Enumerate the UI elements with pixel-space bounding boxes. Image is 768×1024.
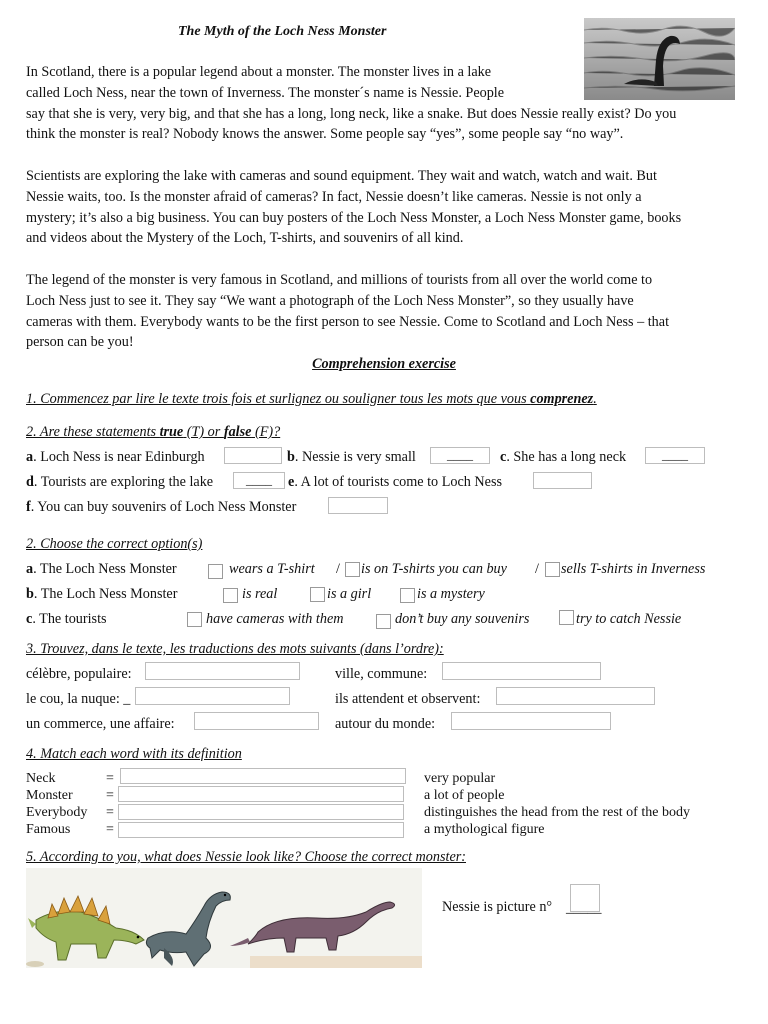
mc-c-option-3: try to catch Nessie bbox=[576, 611, 682, 627]
mc-c-option-1-checkbox[interactable] bbox=[187, 612, 202, 627]
mc-b bbox=[26, 586, 177, 603]
question-5: 5. According to you, what does Nessie look like? Choose the correct monster: bbox=[26, 849, 466, 865]
tf-c-answer[interactable]: ____ bbox=[645, 447, 705, 464]
para2-line: Scientists are exploring the lake with cameras and sound equipment. They wait and watch, watch and wait. But bbox=[26, 168, 657, 184]
tf-e-answer[interactable] bbox=[533, 472, 592, 489]
para2-line: mystery; it’s also a big business. You can buy posters of the Loch Ness Monster, a Loch Ness Monster game, books bbox=[26, 209, 682, 226]
translation-label-4: ils attendent et observent: bbox=[335, 691, 481, 707]
translation-field-1[interactable] bbox=[145, 662, 300, 680]
definition: a mythological figure bbox=[424, 822, 545, 837]
translation-field-6[interactable] bbox=[451, 712, 611, 730]
para2-line: and videos about the Mystery of the Loch, T-shirts, and souvenirs of all kind. bbox=[26, 230, 464, 247]
section-title: Comprehension exercise bbox=[312, 356, 456, 372]
intro-line-4: think the monster is real? Nobody knows the answer. Some people say “yes”, some people say “no way”. bbox=[26, 126, 624, 143]
mc-c-option-2-checkbox[interactable] bbox=[376, 614, 391, 629]
tf-f-text: . You can buy souvenirs of Loch Ness Monster bbox=[30, 499, 297, 515]
mc-c-letter: c bbox=[26, 611, 33, 627]
match-word: Neck bbox=[26, 771, 56, 786]
tf-a-letter: a bbox=[26, 449, 34, 465]
match-field-monster[interactable] bbox=[118, 786, 404, 802]
question-2b: 2. Choose the correct option(s) bbox=[26, 536, 203, 552]
translation-field-2[interactable] bbox=[442, 662, 601, 680]
tf-d-answer[interactable]: ____ bbox=[233, 472, 285, 489]
match-word: Monster bbox=[26, 788, 73, 803]
mc-b-letter: b bbox=[26, 586, 34, 602]
mc-b-option-3: is a mystery bbox=[417, 586, 485, 602]
mc-a bbox=[26, 561, 177, 578]
tf-f-answer[interactable] bbox=[328, 497, 388, 514]
q2-mid: (T) or bbox=[183, 424, 224, 440]
translation-label-2: ville, commune: bbox=[335, 666, 428, 682]
tf-e-letter: e bbox=[288, 474, 295, 490]
q2-true: true bbox=[159, 424, 184, 440]
slash: / bbox=[336, 561, 340, 577]
slash: / bbox=[535, 561, 539, 577]
tf-a-answer[interactable] bbox=[224, 447, 282, 464]
mc-a-letter: a bbox=[26, 561, 34, 577]
question-4: 4. Match each word with its definition bbox=[26, 746, 242, 762]
tf-f-letter: f bbox=[26, 499, 31, 515]
paragraph-3 bbox=[26, 270, 741, 353]
match-definitions bbox=[424, 770, 690, 838]
translation-field-3[interactable] bbox=[135, 687, 290, 705]
intro-line-3: say that she is very, very big, and that she has a long, long neck, like a snake. But does Nessie really exist? Do you bbox=[26, 105, 677, 122]
match-word: Everybody bbox=[26, 805, 88, 820]
mc-c-option-2: don’t buy any souvenirs bbox=[395, 611, 530, 627]
equals-sign: = bbox=[106, 771, 114, 786]
definition: distinguishes the head from the rest of the body bbox=[424, 805, 690, 820]
tf-b-text: . Nessie is very small bbox=[294, 449, 416, 465]
mc-a-option-3-checkbox[interactable] bbox=[545, 562, 560, 577]
intro-paragraph bbox=[26, 62, 741, 145]
translation-label-5: un commerce, une affaire: bbox=[26, 716, 175, 732]
match-words bbox=[26, 770, 87, 838]
match-field-famous[interactable] bbox=[118, 822, 404, 838]
tf-f bbox=[26, 499, 296, 516]
tf-b-letter: b bbox=[287, 449, 295, 465]
question-3: 3. Trouvez, dans le texte, les traductions des mots suivants (dans l’ordre): bbox=[26, 641, 444, 657]
mc-c-option-3-checkbox[interactable] bbox=[559, 610, 574, 625]
tf-d-text: . Tourists are exploring the lake bbox=[33, 474, 214, 490]
tf-c bbox=[500, 449, 626, 466]
mc-a-option-3: sells T-shirts in Inverness bbox=[561, 561, 706, 577]
mc-a-option-2: is on T-shirts you can buy bbox=[361, 561, 507, 577]
mc-c-text: . The tourists bbox=[32, 611, 107, 627]
q2-false: false bbox=[223, 424, 252, 440]
match-equals bbox=[106, 770, 114, 838]
mc-b-option-2-checkbox[interactable] bbox=[310, 587, 325, 602]
definition: a lot of people bbox=[424, 788, 505, 803]
question-1 bbox=[26, 391, 597, 408]
equals-sign: = bbox=[106, 822, 114, 837]
tf-d-letter: d bbox=[26, 474, 34, 490]
para3-line: Loch Ness just to see it. They say “We want a photograph of the Loch Ness Monster”, so they usually have bbox=[26, 292, 634, 309]
mc-c-option-1: have cameras with them bbox=[206, 611, 344, 627]
translation-label-6: autour du monde: bbox=[335, 716, 436, 732]
match-field-everybody[interactable] bbox=[118, 804, 404, 820]
answer-blank: _____ bbox=[566, 900, 602, 916]
document-title: The Myth of the Loch Ness Monster bbox=[178, 24, 387, 39]
tf-a bbox=[26, 449, 205, 466]
q2-pre: 2. Are these statements bbox=[26, 424, 160, 440]
match-word: Famous bbox=[26, 822, 71, 837]
para3-line: cameras with them. Everybody wants to be the first person to see Nessie. Come to Scotland and Loch Ness – that bbox=[26, 313, 670, 330]
mc-b-text: . The Loch Ness Monster bbox=[33, 586, 178, 602]
q1-text: 1. Commencez par lire le texte trois fois et surlignez ou souligner tous les mots que vous bbox=[26, 391, 531, 407]
question-2 bbox=[26, 424, 280, 441]
tf-c-text: . She has a long neck bbox=[506, 449, 627, 465]
equals-sign: = bbox=[106, 788, 114, 803]
mc-b-option-2: is a girl bbox=[327, 586, 372, 602]
translation-field-5[interactable] bbox=[194, 712, 319, 730]
para3-line: The legend of the monster is very famous in Scotland, and millions of tourists from all over the world come to bbox=[26, 272, 653, 288]
paragraph-2 bbox=[26, 166, 741, 249]
mc-a-option-1-checkbox[interactable] bbox=[208, 564, 223, 579]
q1-bold: comprenez bbox=[530, 391, 594, 407]
tf-d bbox=[26, 474, 213, 491]
mc-b-option-1: is real bbox=[242, 586, 278, 602]
q2-post: (F)? bbox=[251, 424, 281, 440]
translation-label-1: célèbre, populaire: bbox=[26, 666, 132, 682]
mc-b-option-3-checkbox[interactable] bbox=[400, 588, 415, 603]
mc-a-text: . The Loch Ness Monster bbox=[33, 561, 177, 577]
para2-line: Nessie waits, too. Is the monster afraid of cameras? In fact, Nessie doesn’t like cameras. Nessie is not only a bbox=[26, 188, 642, 205]
mc-b-option-1-checkbox[interactable] bbox=[223, 588, 238, 603]
para3-line: person can be you! bbox=[26, 334, 134, 351]
mc-a-option-2-checkbox[interactable] bbox=[345, 562, 360, 577]
tf-e-text: . A lot of tourists come to Loch Ness bbox=[294, 474, 502, 490]
equals-sign: = bbox=[106, 805, 114, 820]
intro-line-1: In Scotland, there is a popular legend about a monster. The monster lives in a lake bbox=[26, 64, 492, 80]
monster-pictures bbox=[26, 868, 422, 968]
match-field-neck[interactable] bbox=[120, 768, 406, 784]
answer-label: Nessie is picture n° bbox=[442, 899, 553, 915]
mc-a-option-1: wears a T-shirt bbox=[229, 561, 315, 577]
tf-b-answer[interactable]: ____ bbox=[430, 447, 490, 464]
tf-e bbox=[288, 474, 502, 491]
q1-end: . bbox=[593, 391, 597, 407]
tf-c-letter: c bbox=[500, 449, 507, 465]
intro-line-2: called Loch Ness, near the town of Inverness. The monster´s name is Nessie. People bbox=[26, 84, 505, 101]
tf-a-text: . Loch Ness is near Edinburgh bbox=[33, 449, 205, 465]
translation-field-4[interactable] bbox=[496, 687, 655, 705]
definition: very popular bbox=[424, 771, 496, 786]
mc-c bbox=[26, 611, 107, 628]
translation-label-3: le cou, la nuque: _ bbox=[26, 691, 131, 707]
tf-b bbox=[287, 449, 416, 466]
